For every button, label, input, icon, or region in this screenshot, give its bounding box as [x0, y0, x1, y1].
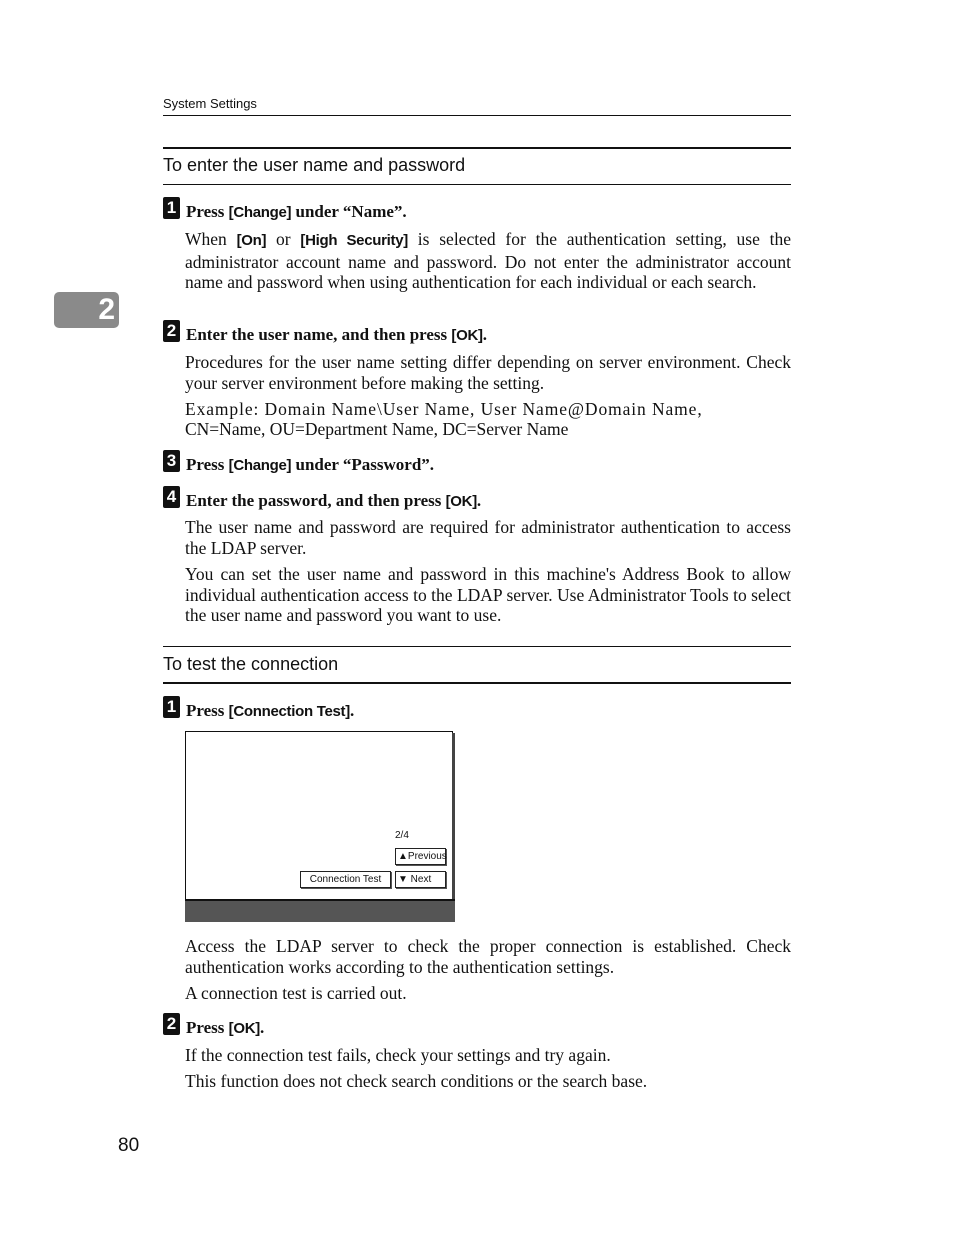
step-text: under “Password”.	[291, 455, 435, 474]
running-header: System Settings	[163, 96, 257, 111]
text: or	[266, 229, 301, 249]
key-label: [On]	[236, 232, 267, 249]
section-rule-bottom	[163, 184, 791, 185]
key-label: [Change]	[228, 204, 292, 221]
section-rule-top	[163, 646, 791, 647]
screen-status-bar	[185, 899, 455, 922]
step-text: Press	[186, 1018, 229, 1037]
step-text: Enter the user name, and then press	[186, 325, 452, 344]
screen-illustration	[185, 731, 453, 921]
step-description: Procedures for the user name setting differ depending on server environment. Check your server environment before making the setting.	[185, 352, 791, 393]
step-text: Press	[186, 701, 229, 720]
chapter-tab: 2	[54, 292, 119, 328]
connection-test-button[interactable]: Connection Test	[300, 871, 391, 888]
step-text: Enter the password, and then press	[186, 491, 446, 510]
step-text: under “Name”.	[291, 202, 407, 221]
section-rule-bottom	[163, 682, 791, 684]
section-title: To enter the user name and password	[163, 155, 466, 175]
text: is selected for the authentication setting, use the administrator account name and password. Do not enter the administrator account name and password when using authentication for each individual or each search.	[185, 229, 792, 292]
step-description: Access the LDAP server to check the proper connection is established. Check authentication works according to the authentication settings.	[185, 936, 791, 977]
step-description: A connection test is carried out.	[185, 983, 407, 1003]
step-text: .	[476, 491, 482, 510]
step-number: 4	[163, 486, 180, 508]
example-line: Example: Domain Name\User Name, User Name@Domain Name,	[185, 399, 703, 419]
key-label: [Connection Test]	[228, 703, 350, 720]
step-instruction	[186, 491, 481, 511]
step-text: Press	[186, 202, 229, 221]
step-instruction	[186, 701, 354, 721]
screen-shadow	[452, 733, 455, 901]
step-number: 3	[163, 450, 180, 472]
page-number: 80	[118, 1135, 140, 1156]
step-description: The user name and password are required for administrator authentication to access the LDAP server.	[185, 517, 791, 558]
step-text: Press	[186, 455, 229, 474]
example-line: CN=Name, OU=Department Name, DC=Server Name	[185, 419, 569, 439]
page-counter: 2/4	[395, 830, 409, 841]
step-description: This function does not check search conditions or the search base.	[185, 1071, 648, 1091]
section-rule-top	[163, 147, 791, 149]
key-label: [OK]	[228, 1020, 260, 1037]
text: When	[185, 229, 237, 249]
key-label: [OK]	[445, 493, 477, 510]
section-title: To test the connection	[163, 654, 339, 674]
key-label: [OK]	[451, 327, 483, 344]
step-number: 1	[163, 696, 180, 718]
key-label: [Change]	[228, 457, 292, 474]
step-number: 2	[163, 1013, 180, 1035]
header-rule	[163, 115, 791, 116]
step-text: .	[259, 1018, 265, 1037]
step-description: If the connection test fails, check your settings and try again.	[185, 1045, 611, 1065]
step-description	[185, 229, 791, 293]
step-instruction	[186, 202, 407, 222]
step-text: .	[349, 701, 355, 720]
step-number: 1	[163, 197, 180, 219]
step-instruction	[186, 325, 487, 345]
key-label: [High Security]	[300, 232, 408, 249]
next-button[interactable]: ▼ Next	[395, 871, 446, 888]
step-description: You can set the user name and password in this machine's Address Book to allow individual authentication access to the LDAP server. Use Administrator Tools to select the user name and password you want to use.	[185, 564, 791, 625]
previous-button[interactable]: ▲Previous	[395, 848, 446, 865]
step-text: .	[482, 325, 487, 344]
step-instruction	[186, 455, 434, 475]
step-number: 2	[163, 320, 180, 342]
step-instruction	[186, 1018, 264, 1038]
